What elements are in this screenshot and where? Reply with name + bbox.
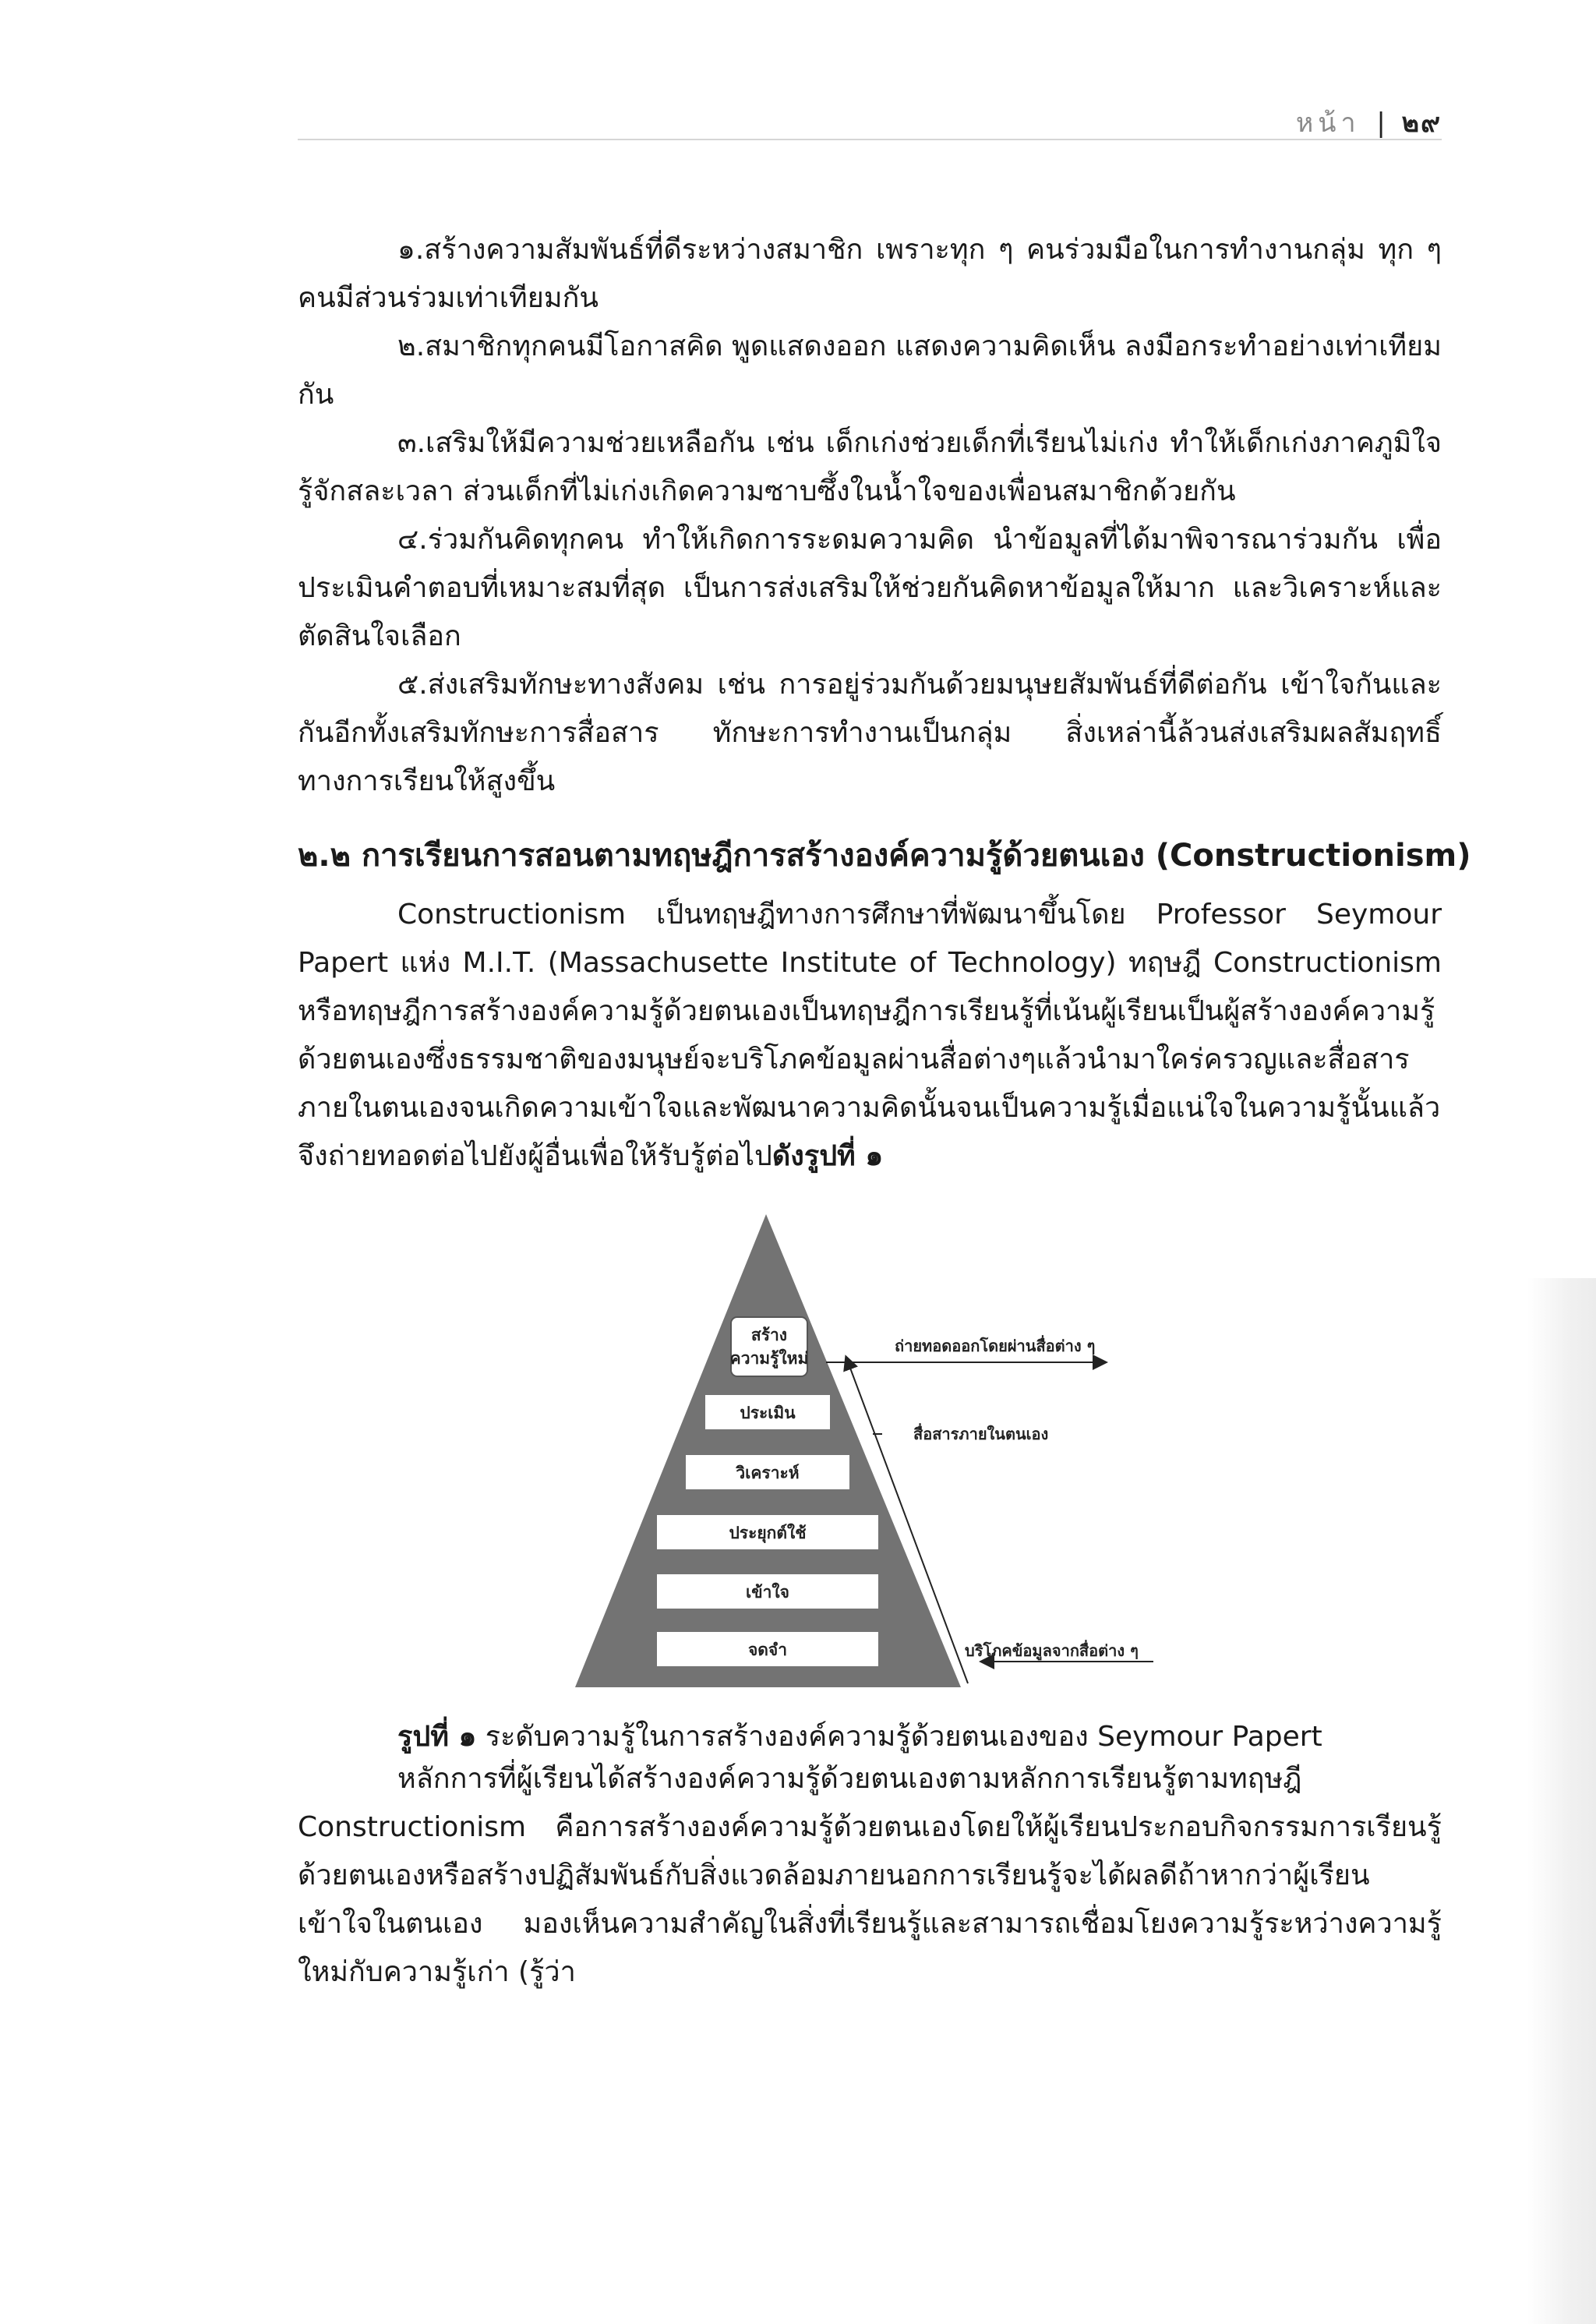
annotation-internal-communication: สื่อสารภายในตนเอง <box>913 1425 1049 1443</box>
benefits-list <box>298 226 1442 806</box>
caption-label: รูปที่ ๑ <box>397 1721 477 1753</box>
closing-paragraph: หลักการที่ผู้เรียนได้สร้างองค์ความรู้ด้วยตนเองตามหลักการเรียนรู้ตามทฤษฎี Constructionism คือการสร้างองค์ความรู้ด้วยตนเองโดยให้ผู้เรียนประกอบกิจกรรมการเรียนรู้ด้วยตนเองหรือสร้างปฏิสัมพันธ์กับสิ่งแวดล้อมภายนอกการเรียนรู้จะได้ผลดีถ้าหากว่าผู้เรียนเข้าใจในตนเอง มองเห็นความสำคัญในสิ่งที่เรียนรู้และสามารถเชื่อมโยงความรู้ระหว่างความรู้ใหม่กับความรู้เก่า (รู้ว่า <box>298 1763 1442 1988</box>
intro-paragraph <box>298 891 1442 1181</box>
level-label-create-1: สร้าง <box>750 1326 788 1344</box>
closing-paragraph-block <box>298 1755 1442 1997</box>
level-label-remember: จดจำ <box>747 1641 788 1659</box>
figure-caption <box>397 1713 1442 1761</box>
level-label-analyze: วิเคราะห์ <box>736 1464 800 1482</box>
page-header <box>298 100 1442 140</box>
annotation-transfer: ถ่ายทอดออกโดยผ่านสื่อต่าง ๆ <box>895 1337 1096 1355</box>
intro-text: Constructionism เป็นทฤษฎีทางการศึกษาที่พัฒนาขึ้นโดย Professor Seymour Papert แห่ง M.I.T. (Massachusette Institute of Technology) ทฤษฎี Constructionism หรือทฤษฎีการสร้างองค์ความรู้ด้วยตนเองเป็นทฤษฎีการเรียนรู้ที่เน้นผู้เรียนเป็นผู้สร้างองค์ความรู้ด้วยตนเองซึ่งธรรมชาติของมนุษย์จะบริโภคข้อมูลผ่านสื่อต่างๆแล้วนำมาใคร่ครวญและสื่อสารภายในตนเองจนเกิดความเข้าใจและพัฒนาความคิดนั้นจนเป็นความรู้เมื่อแน่ใจในความรู้นั้นแล้วจึงถ่ายทอดต่อไปยังผู้อื่นเพื่อให้รับรู้ต่อไป <box>298 899 1442 1172</box>
pyramid-shape <box>575 1214 961 1687</box>
list-item: ๕.ส่งเสริมทักษะทางสังคม เช่น การอยู่ร่วมกันด้วยมนุษยสัมพันธ์ที่ดีต่อกัน เข้าใจกันและกันอีกทั้งเสริมทักษะการสื่อสาร ทักษะการทำงานเป็นกลุ่ม สิ่งเหล่านี้ล้วนส่งเสริมผลสัมฤทธิ์ทางการเรียนให้สูงขึ้น <box>298 669 1442 797</box>
section-heading: ๒.๒ การเรียนการสอนตามทฤษฎีการสร้างองค์ความรู้ด้วยตนเอง (Constructionism) <box>298 838 1471 874</box>
annotation-consume-info: บริโภคข้อมูลจากสื่อต่าง ๆ <box>965 1641 1139 1660</box>
knowledge-pyramid-figure <box>546 1200 1169 1715</box>
page-number-label <box>1296 101 1442 143</box>
list-item: ๔.ร่วมกันคิดทุกคน ทำให้เกิดการระดมความคิด นำข้อมูลที่ได้มาพิจารณาร่วมกัน เพื่อประเมินคำตอบที่เหมาะสมที่สุด เป็นการส่งเสริมให้ช่วยกันคิดหาข้อมูลให้มาก และวิเคราะห์และตัดสินใจเลือก <box>298 524 1442 652</box>
figure-reference: ดังรูปที่ ๑ <box>772 1140 884 1172</box>
pyramid-diagram <box>546 1200 1169 1715</box>
page-separator: | <box>1376 108 1386 139</box>
level-label-understand: เข้าใจ <box>746 1583 789 1602</box>
caption-text: ระดับความรู้ในการสร้างองค์ความรู้ด้วยตนเองของ Seymour Papert <box>476 1721 1322 1753</box>
list-item: ๑.สร้างความสัมพันธ์ที่ดีระหว่างสมาชิก เพราะทุก ๆ คนร่วมมือในการทำงานกลุ่ม ทุก ๆ คนมีส่วนร่วมเท่าเทียมกัน <box>298 234 1442 314</box>
page-word: หน้า <box>1295 108 1361 139</box>
page-number: ๒๙ <box>1401 108 1442 139</box>
page-edge-shadow <box>1527 1278 1596 2324</box>
list-item: ๒.สมาชิกทุกคนมีโอกาสคิด พูดแสดงออก แสดงความคิดเห็น ลงมือกระทำอย่างเท่าเทียมกัน <box>298 330 1442 411</box>
level-label-evaluate: ประเมิน <box>740 1404 796 1422</box>
level-label-apply: ประยุกต์ใช้ <box>729 1524 807 1542</box>
level-label-create-2: ความรู้ใหม่ <box>729 1349 809 1368</box>
list-item: ๓.เสริมให้มีความช่วยเหลือกัน เช่น เด็กเก่งช่วยเด็กที่เรียนไม่เก่ง ทำให้เด็กเก่งภาคภูมิใจ รู้จักสละเวลา ส่วนเด็กที่ไม่เก่งเกิดความซาบซึ้งในน้ำใจของเพื่อนสมาชิกด้วยกัน <box>298 427 1442 507</box>
intro-paragraph-block <box>298 891 1442 1181</box>
